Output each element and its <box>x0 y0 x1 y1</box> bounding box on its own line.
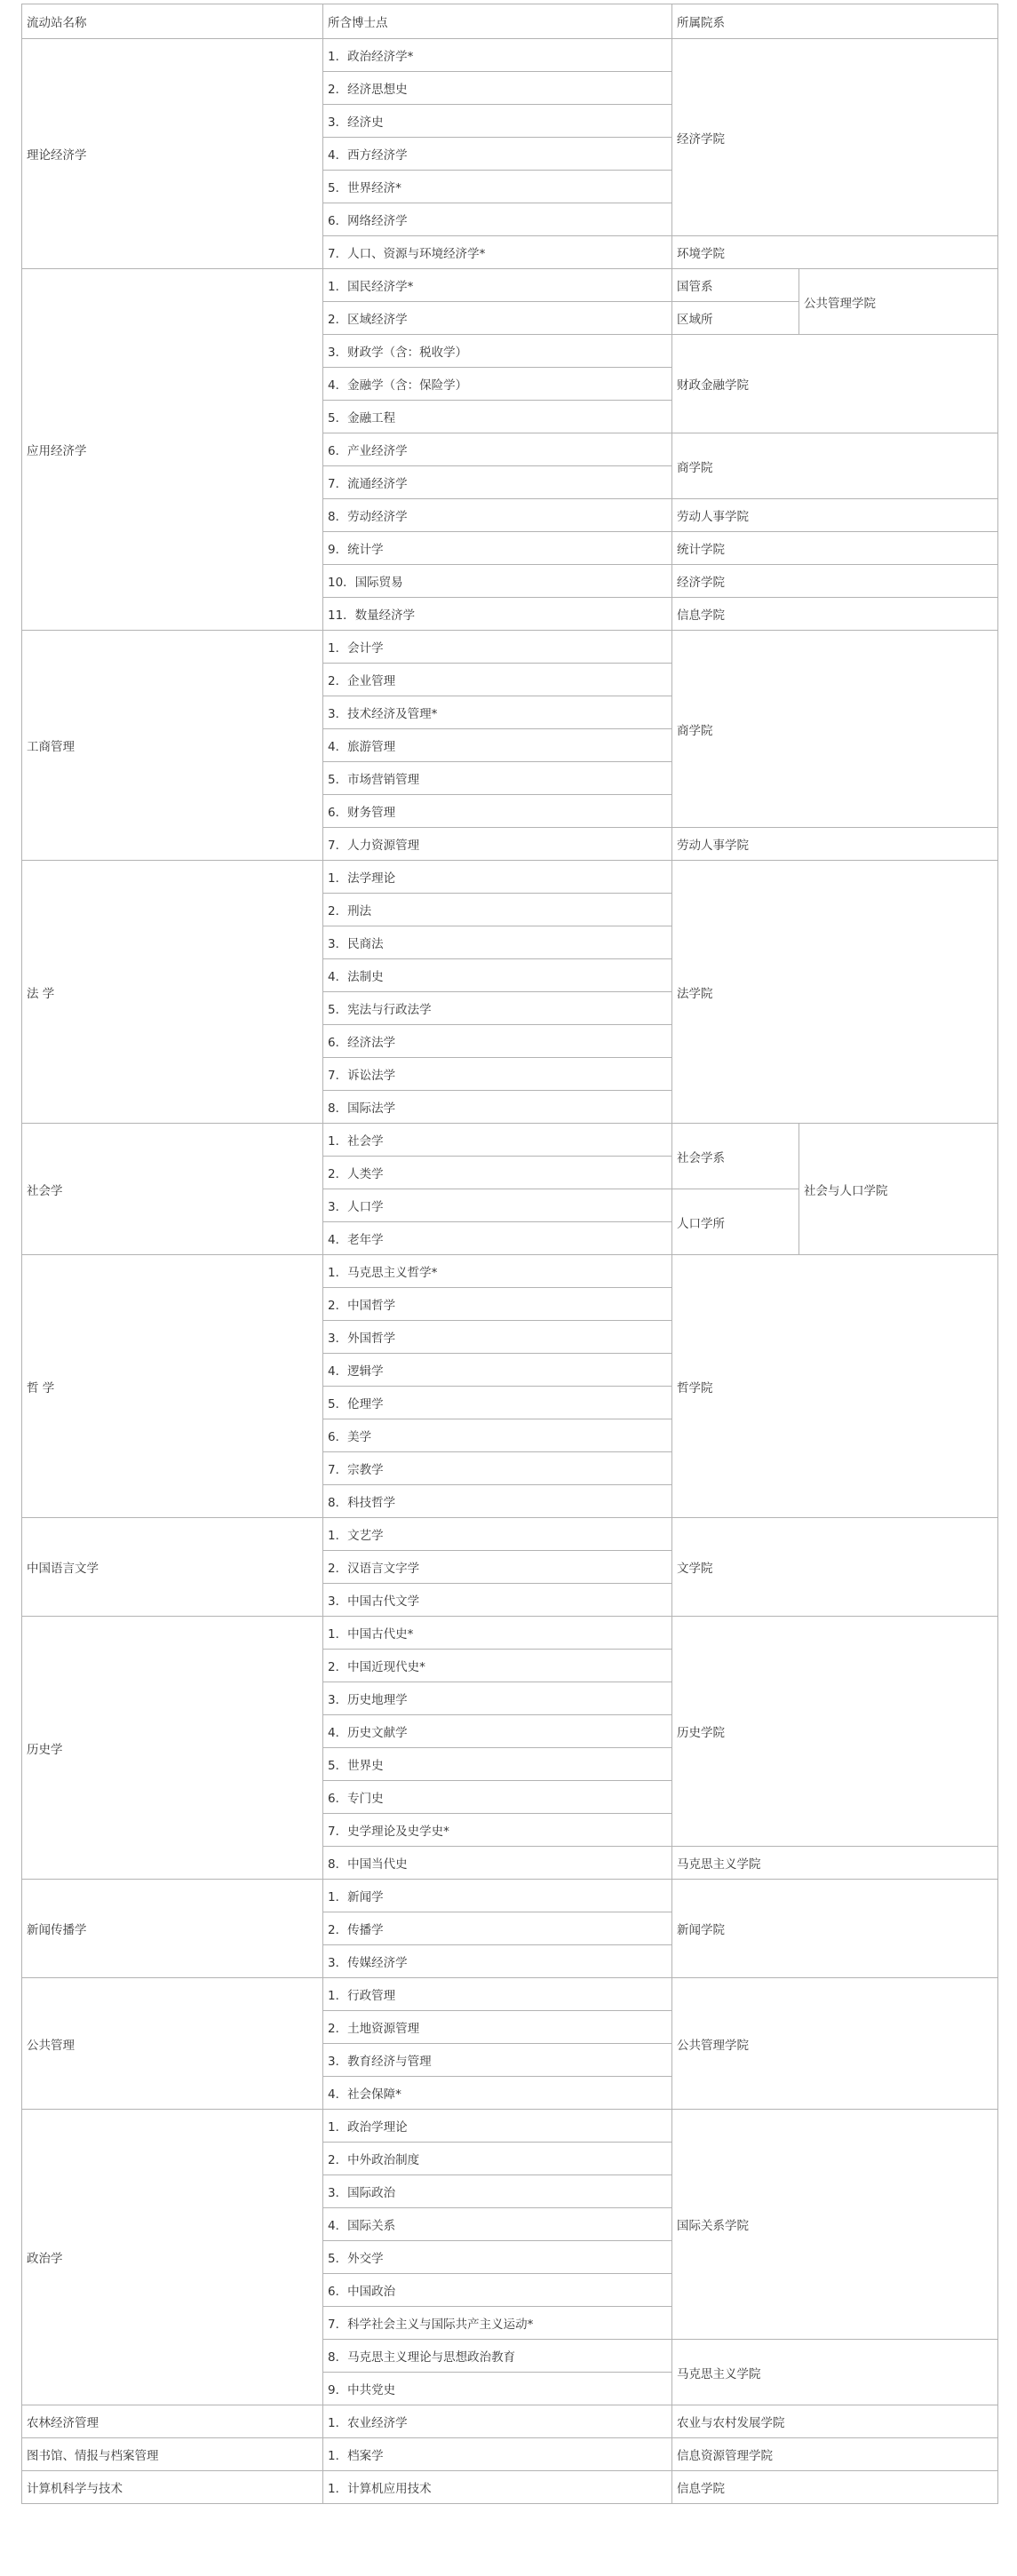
table-row <box>22 2438 998 2471</box>
doctoral-point-cell: 3．民商法 <box>323 926 672 959</box>
doctoral-point-cell: 3．教育经济与管理 <box>323 2044 672 2077</box>
doctoral-point-cell: 4．国际关系 <box>323 2208 672 2241</box>
doctoral-point-cell: 2．中国近现代史* <box>323 1650 672 1682</box>
doctoral-point-cell: 9．中共党史 <box>323 2373 672 2405</box>
department-cell: 信息学院 <box>672 2471 998 2504</box>
doctoral-point-cell: 2．区域经济学 <box>323 302 672 335</box>
doctoral-point-cell: 4．历史文献学 <box>323 1715 672 1748</box>
doctoral-point-cell: 1．农业经济学 <box>323 2405 672 2438</box>
doctoral-point-cell: 3．中国古代文学 <box>323 1584 672 1617</box>
doctoral-point-cell: 2．汉语言文字学 <box>323 1551 672 1584</box>
doctoral-point-cell: 6．专门史 <box>323 1781 672 1814</box>
doctoral-point-cell: 4．逻辑学 <box>323 1354 672 1387</box>
doctoral-point-cell: 1．中国古代史* <box>323 1617 672 1650</box>
station-name-cell: 中国语言文学 <box>22 1518 323 1617</box>
doctoral-point-cell: 8．中国当代史 <box>323 1847 672 1880</box>
doctoral-point-cell: 7．诉讼法学 <box>323 1058 672 1091</box>
doctoral-point-cell: 4．法制史 <box>323 959 672 992</box>
doctoral-point-cell: 1．新闻学 <box>323 1880 672 1912</box>
station-name-cell: 社会学 <box>22 1124 323 1255</box>
station-name-cell: 哲 学 <box>22 1255 323 1518</box>
doctoral-point-cell: 1．法学理论 <box>323 861 672 894</box>
doctoral-point-cell: 8．劳动经济学 <box>323 499 672 532</box>
doctoral-point-cell: 7．流通经济学 <box>323 466 672 499</box>
doctoral-point-cell: 1．行政管理 <box>323 1978 672 2011</box>
table-row <box>22 269 998 302</box>
doctoral-point-cell: 9．统计学 <box>323 532 672 565</box>
department-cell: 国际关系学院 <box>672 2110 998 2340</box>
department-cell: 公共管理学院 <box>672 1978 998 2110</box>
station-name-cell: 理论经济学 <box>22 39 323 269</box>
department-cell: 商学院 <box>672 631 998 828</box>
doctoral-point-cell: 4．老年学 <box>323 1222 672 1255</box>
station-name-cell: 工商管理 <box>22 631 323 861</box>
departments-table <box>21 4 998 2504</box>
station-name-cell: 政治学 <box>22 2110 323 2405</box>
doctoral-point-cell: 5．世界经济* <box>323 171 672 203</box>
doctoral-point-cell: 3．国际政治 <box>323 2175 672 2208</box>
doctoral-point-cell: 1．会计学 <box>323 631 672 664</box>
doctoral-point-cell: 1．档案学 <box>323 2438 672 2471</box>
doctoral-point-cell: 4．西方经济学 <box>323 138 672 171</box>
doctoral-point-cell: 2．经济思想史 <box>323 72 672 105</box>
table-row <box>22 39 998 72</box>
table-row <box>22 861 998 894</box>
doctoral-point-cell: 3．经济史 <box>323 105 672 138</box>
doctoral-point-cell: 1．国民经济学* <box>323 269 672 302</box>
doctoral-point-cell: 2．中国哲学 <box>323 1288 672 1321</box>
doctoral-point-cell: 1．计算机应用技术 <box>323 2471 672 2504</box>
department-cell: 马克思主义学院 <box>672 1847 998 1880</box>
department-cell: 人口学所 <box>672 1189 799 1255</box>
station-name-cell: 计算机科学与技术 <box>22 2471 323 2504</box>
doctoral-point-cell: 6．美学 <box>323 1419 672 1452</box>
station-name-cell: 农林经济管理 <box>22 2405 323 2438</box>
doctoral-point-cell: 2．刑法 <box>323 894 672 926</box>
table-row <box>22 1978 998 2011</box>
department-cell: 环境学院 <box>672 236 998 269</box>
department-cell: 马克思主义学院 <box>672 2340 998 2405</box>
department-cell: 社会与人口学院 <box>799 1124 998 1255</box>
department-cell: 社会学系 <box>672 1124 799 1189</box>
department-cell: 统计学院 <box>672 532 998 565</box>
doctoral-point-cell: 2．传播学 <box>323 1912 672 1945</box>
table-row <box>22 1880 998 1912</box>
station-name-cell: 公共管理 <box>22 1978 323 2110</box>
station-name-cell: 图书馆、情报与档案管理 <box>22 2438 323 2471</box>
doctoral-point-cell: 3．技术经济及管理* <box>323 696 672 729</box>
doctoral-point-cell: 1．政治经济学* <box>323 39 672 72</box>
table-row <box>22 2471 998 2504</box>
header-department: 所属院系 <box>672 4 998 39</box>
department-cell: 财政金融学院 <box>672 335 998 433</box>
table-row <box>22 2405 998 2438</box>
doctoral-point-cell: 3．财政学（含：税收学） <box>323 335 672 368</box>
doctoral-point-cell: 5．外交学 <box>323 2241 672 2274</box>
table-header-row <box>22 4 998 39</box>
doctoral-point-cell: 5．宪法与行政法学 <box>323 992 672 1025</box>
doctoral-point-cell: 4．社会保障* <box>323 2077 672 2110</box>
department-cell: 信息资源管理学院 <box>672 2438 998 2471</box>
department-cell: 哲学院 <box>672 1255 998 1518</box>
department-cell: 历史学院 <box>672 1617 998 1847</box>
doctoral-point-cell: 6．中国政治 <box>323 2274 672 2307</box>
doctoral-point-cell: 8．国际法学 <box>323 1091 672 1124</box>
department-cell: 经济学院 <box>672 39 998 236</box>
doctoral-point-cell: 10．国际贸易 <box>323 565 672 598</box>
doctoral-point-cell: 4．金融学（含：保险学） <box>323 368 672 401</box>
doctoral-point-cell: 7．宗教学 <box>323 1452 672 1485</box>
doctoral-point-cell: 2．土地资源管理 <box>323 2011 672 2044</box>
station-name-cell: 法 学 <box>22 861 323 1124</box>
doctoral-point-cell: 5．世界史 <box>323 1748 672 1781</box>
doctoral-point-cell: 5．伦理学 <box>323 1387 672 1419</box>
table-row <box>22 1617 998 1650</box>
department-cell: 农业与农村发展学院 <box>672 2405 998 2438</box>
doctoral-point-cell: 3．人口学 <box>323 1189 672 1222</box>
doctoral-point-cell: 1．社会学 <box>323 1124 672 1157</box>
doctoral-point-cell: 8．科技哲学 <box>323 1485 672 1518</box>
department-cell: 劳动人事学院 <box>672 499 998 532</box>
doctoral-point-cell: 1．马克思主义哲学* <box>323 1255 672 1288</box>
doctoral-point-cell: 6．产业经济学 <box>323 433 672 466</box>
table-row <box>22 1518 998 1551</box>
doctoral-point-cell: 7．人力资源管理 <box>323 828 672 861</box>
doctoral-point-cell: 4．旅游管理 <box>323 729 672 762</box>
doctoral-point-cell: 6．网络经济学 <box>323 203 672 236</box>
header-points: 所含博士点 <box>323 4 672 39</box>
doctoral-point-cell: 2．人类学 <box>323 1157 672 1189</box>
doctoral-point-cell: 3．传媒经济学 <box>323 1945 672 1978</box>
table-row <box>22 631 998 664</box>
department-cell: 劳动人事学院 <box>672 828 998 861</box>
department-cell: 文学院 <box>672 1518 998 1617</box>
doctoral-point-cell: 7．人口、资源与环境经济学* <box>323 236 672 269</box>
department-cell: 国管系 <box>672 269 799 302</box>
department-cell: 商学院 <box>672 433 998 499</box>
doctoral-point-cell: 5．市场营销管理 <box>323 762 672 795</box>
table-row <box>22 1255 998 1288</box>
doctoral-point-cell: 3．历史地理学 <box>323 1682 672 1715</box>
department-cell: 区域所 <box>672 302 799 335</box>
department-cell: 公共管理学院 <box>799 269 998 335</box>
doctoral-point-cell: 7．科学社会主义与国际共产主义运动* <box>323 2307 672 2340</box>
department-cell: 新闻学院 <box>672 1880 998 1978</box>
doctoral-point-cell: 1．文艺学 <box>323 1518 672 1551</box>
doctoral-point-cell: 6．财务管理 <box>323 795 672 828</box>
doctoral-point-cell: 2．企业管理 <box>323 664 672 696</box>
department-cell: 信息学院 <box>672 598 998 631</box>
station-name-cell: 历史学 <box>22 1617 323 1880</box>
header-station: 流动站名称 <box>22 4 323 39</box>
doctoral-point-cell: 1．政治学理论 <box>323 2110 672 2143</box>
department-cell: 经济学院 <box>672 565 998 598</box>
doctoral-point-cell: 2．中外政治制度 <box>323 2143 672 2175</box>
doctoral-point-cell: 6．经济法学 <box>323 1025 672 1058</box>
doctoral-point-cell: 7．史学理论及史学史* <box>323 1814 672 1847</box>
doctoral-point-cell: 11．数量经济学 <box>323 598 672 631</box>
table-row <box>22 1124 998 1157</box>
doctoral-point-cell: 3．外国哲学 <box>323 1321 672 1354</box>
table-row <box>22 2110 998 2143</box>
station-name-cell: 新闻传播学 <box>22 1880 323 1978</box>
department-cell: 法学院 <box>672 861 998 1124</box>
doctoral-point-cell: 8．马克思主义理论与思想政治教育 <box>323 2340 672 2373</box>
doctoral-point-cell: 5．金融工程 <box>323 401 672 433</box>
station-name-cell: 应用经济学 <box>22 269 323 631</box>
